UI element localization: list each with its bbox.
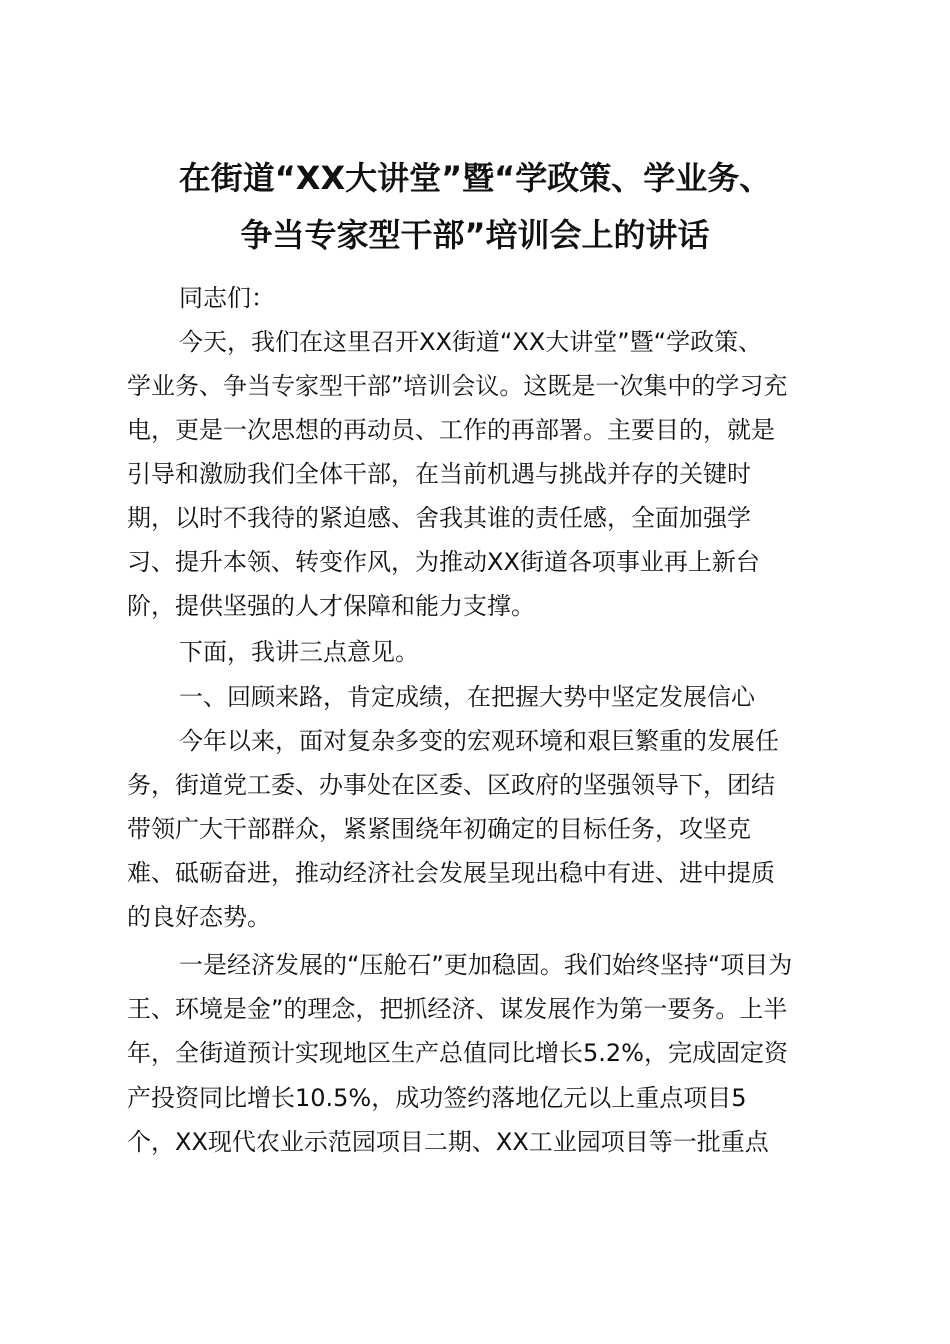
paragraph-line: 下面，我讲三点意见。 [179,638,419,666]
paragraph-line: 引导和激励我们全体干部，在当前机遇与挑战并存的关键时 [127,460,751,488]
paragraph-line: 年，全街道预计实现地区生产总值同比增长5.2%，完成固定资 [127,1039,788,1067]
paragraph-line: 习、提升本领、转变作风，为推动XX街道各项事业再上新台 [127,548,760,576]
paragraph-line: 阶，提供坚强的人才保障和能力支撑。 [127,592,535,620]
paragraph-line: 今天，我们在这里召开XX街道“XX大讲堂”暨“学政策、 [179,328,763,356]
paragraph-line: 产投资同比增长10.5%，成功签约落地亿元以上重点项目5 [127,1084,747,1112]
paragraph-line: 务，街道党工委、办事处在区委、区政府的坚强领导下，团结 [127,771,775,799]
paragraph-line: 学业务、争当专家型干部”培训会议。这既是一次集中的学习充 [127,372,788,400]
title-line-2: 争当专家型干部”培训会上的讲话 [240,216,710,254]
salutation: 同志们： [179,284,275,312]
paragraph-line: 难、砥砺奋进，推动经济社会发展呈现出稳中有进、进中提质 [127,859,775,887]
paragraph-line: 的良好态势。 [127,903,271,931]
document-title [120,150,830,264]
paragraph-line: 个，XX现代农业示范园项目二期、XX工业园项目等一批重点 [127,1128,769,1156]
paragraph-line: 今年以来，面对复杂多变的宏观环境和艰巨繁重的发展任 [179,727,779,755]
paragraph-line: 带领广大干部群众，紧紧围绕年初确定的目标任务，攻坚克 [127,815,751,843]
paragraph-line: 期，以时不我待的紧迫感、舍我其谁的责任感，全面加强学 [127,504,751,532]
paragraph-line: 一是经济发展的“压舱石”更加稳固。我们始终坚持“项目为 [179,951,793,979]
paragraph-line: 王、环境是金”的理念，把抓经济、谋发展作为第一要务。上半 [127,995,788,1023]
section-heading: 一、回顾来路，肯定成绩，在把握大势中坚定发展信心 [179,683,755,711]
paragraph-line: 电，更是一次思想的再动员、工作的再部署。主要目的，就是 [127,416,775,444]
title-line-1: 在街道“XX大讲堂”暨“学政策、学业务、 [178,159,772,197]
